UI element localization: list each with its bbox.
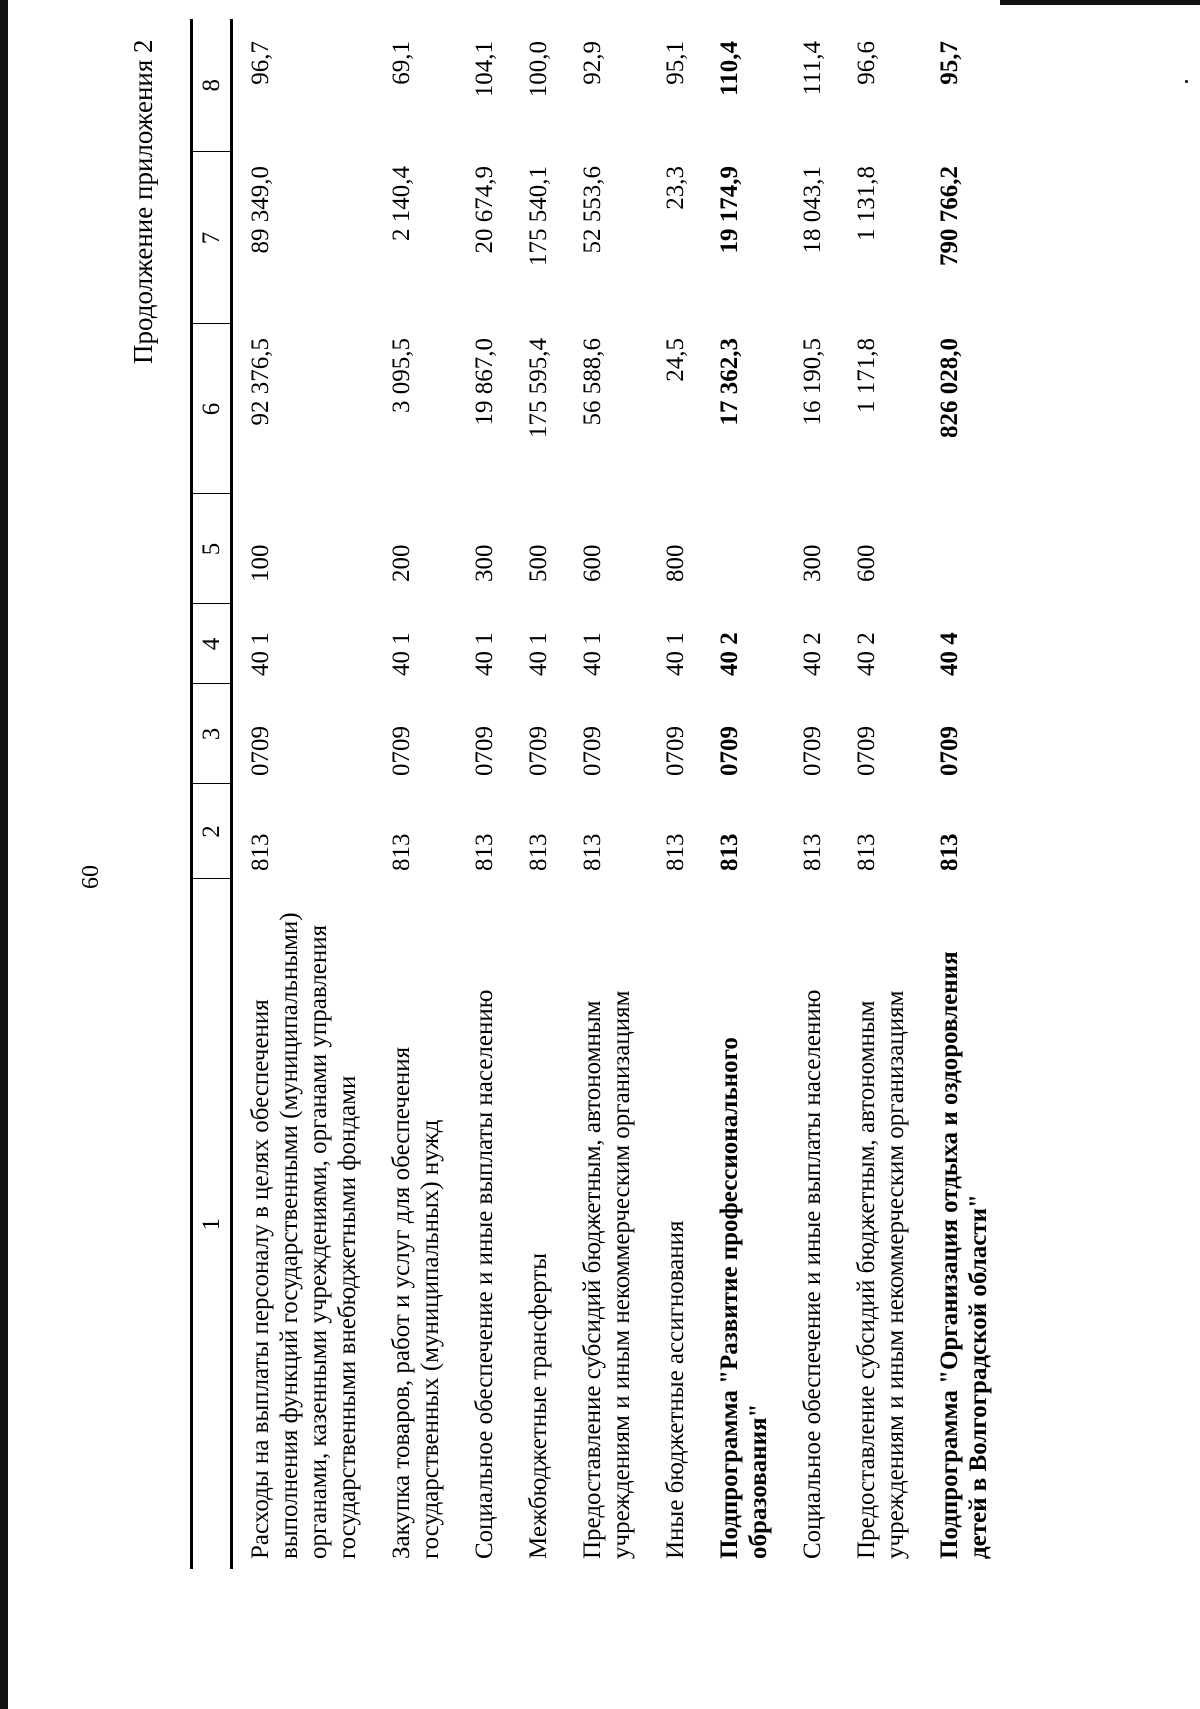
cell-planned: 56 588,6 — [579, 338, 606, 426]
cell-target-code: 40 1 — [388, 632, 415, 676]
cell-target-code: 40 1 — [247, 632, 274, 676]
cell-section-code: 0709 — [388, 726, 415, 776]
cell-target-code: 40 1 — [662, 632, 689, 676]
table-row — [374, 19, 457, 1569]
row-name: Подпрограмма "Организация отдыха и оздоровления детей в Волгоградской области" — [936, 951, 992, 1559]
cell-section-code: 0709 — [247, 726, 274, 776]
cell-planned: 19 867,0 — [471, 338, 498, 426]
col-header-7: 7 — [192, 152, 232, 324]
cell-percent: 100,0 — [525, 41, 552, 98]
cell-actual: 790 766,2 — [936, 166, 963, 266]
cell-planned: 17 362,3 — [716, 338, 743, 426]
cell-expense-type: 600 — [579, 544, 606, 582]
cell-actual: 20 674,9 — [471, 166, 498, 254]
table-row-subprogram — [702, 19, 785, 1569]
cell-target-code: 40 1 — [525, 632, 552, 676]
table-row — [785, 19, 839, 1569]
table-row — [511, 19, 565, 1569]
cell-expense-type: 300 — [471, 544, 498, 582]
row-name: Закупка товаров, работ и услуг для обеспечения государственных (муниципальных) нужд — [388, 1046, 444, 1559]
cell-actual: 89 349,0 — [247, 166, 274, 254]
row-name: Социальное обеспечение и иные выплаты населению — [471, 989, 498, 1559]
cell-planned: 24,5 — [662, 338, 689, 382]
cell-ministry-code: 813 — [247, 833, 274, 871]
page-number: 60 — [78, 865, 104, 889]
table-row — [648, 19, 702, 1569]
table-row — [839, 19, 922, 1569]
col-header-2: 2 — [192, 784, 232, 879]
col-header-3: 3 — [192, 684, 232, 784]
cell-target-code: 40 2 — [799, 632, 826, 676]
cell-percent: 95,1 — [662, 41, 689, 85]
col-header-5: 5 — [192, 494, 232, 604]
cell-ministry-code: 813 — [716, 833, 743, 871]
cell-percent: 92,9 — [579, 41, 606, 85]
cell-expense-type: 100 — [247, 544, 274, 582]
cell-expense-type — [702, 494, 785, 604]
row-name: Межбюджетные трансферты — [525, 1252, 552, 1559]
cell-section-code: 0709 — [525, 726, 552, 776]
cell-actual: 23,3 — [662, 166, 689, 210]
cell-ministry-code: 813 — [936, 833, 963, 871]
cell-expense-type — [922, 494, 1005, 604]
row-name: Подпрограмма "Развитие профессионального образования" — [716, 1037, 772, 1559]
cell-target-code: 40 2 — [716, 632, 743, 676]
cell-ministry-code: 813 — [662, 833, 689, 871]
cell-planned: 92 376,5 — [247, 338, 274, 426]
cell-ministry-code: 813 — [388, 833, 415, 871]
cell-planned: 16 190,5 — [799, 338, 826, 426]
budget-table — [190, 19, 1005, 1569]
cell-actual: 2 140,4 — [388, 166, 415, 241]
cell-ministry-code: 813 — [799, 833, 826, 871]
table-row-subprogram — [922, 19, 1005, 1569]
cell-expense-type: 300 — [799, 544, 826, 582]
cell-percent: 104,1 — [471, 41, 498, 98]
cell-section-code: 0709 — [799, 726, 826, 776]
cell-percent: 69,1 — [388, 41, 415, 85]
cell-expense-type: 800 — [662, 544, 689, 582]
row-name: Социальное обеспечение и иные выплаты населению — [799, 989, 826, 1559]
cell-section-code: 0709 — [716, 726, 743, 776]
cell-section-code: 0709 — [471, 726, 498, 776]
continuation-label: Продолжение приложения 2 — [128, 39, 158, 364]
header-row — [192, 19, 232, 1569]
cell-section-code: 0709 — [662, 726, 689, 776]
table-row — [232, 19, 375, 1569]
cell-actual: 52 553,6 — [579, 166, 606, 254]
cell-section-code: 0709 — [579, 726, 606, 776]
cell-planned: 1 171,8 — [853, 338, 880, 413]
cell-percent: 96,6 — [853, 41, 880, 85]
cell-percent: 96,7 — [247, 41, 274, 85]
cell-target-code: 40 1 — [579, 632, 606, 676]
cell-actual: 1 131,8 — [853, 166, 880, 241]
cell-percent: 95,7 — [936, 41, 963, 85]
col-header-4: 4 — [192, 604, 232, 684]
row-name: Предоставление субсидий бюджетным, автономным учреждениям и иным некоммерческим организациям — [853, 990, 909, 1559]
cell-expense-type: 200 — [388, 544, 415, 582]
cell-ministry-code: 813 — [853, 833, 880, 871]
cell-section-code: 0709 — [853, 726, 880, 776]
cell-ministry-code: 813 — [579, 833, 606, 871]
cell-target-code: 40 1 — [471, 632, 498, 676]
row-name: Расходы на выплаты персоналу в целях обеспечения выполнения функций государственными (муниципальными) органами, казенными учреждениями, органами управления государственными внебюджетными фондами — [247, 912, 361, 1559]
cell-percent: 110,4 — [716, 41, 743, 96]
cell-ministry-code: 813 — [471, 833, 498, 871]
cell-ministry-code: 813 — [525, 833, 552, 871]
cell-target-code: 40 4 — [936, 632, 963, 676]
cell-expense-type: 500 — [525, 544, 552, 582]
col-header-8: 8 — [192, 19, 232, 152]
col-header-1: 1 — [192, 879, 232, 1569]
cell-actual: 18 043,1 — [799, 166, 826, 254]
table-row — [565, 19, 648, 1569]
cell-expense-type: 600 — [853, 544, 880, 582]
cell-section-code: 0709 — [936, 726, 963, 776]
cell-target-code: 40 2 — [853, 632, 880, 676]
row-name: Предоставление субсидий бюджетным, автономным учреждениям и иным некоммерческим организациям — [579, 990, 635, 1559]
cell-actual: 175 540,1 — [525, 166, 552, 266]
cell-percent: 111,4 — [799, 41, 826, 96]
cell-planned: 826 028,0 — [936, 338, 963, 438]
cell-planned: 3 095,5 — [388, 338, 415, 413]
col-header-6: 6 — [192, 324, 232, 494]
row-name: Иные бюджетные ассигнования — [662, 1220, 689, 1559]
cell-planned: 175 595,4 — [525, 338, 552, 438]
cell-actual: 19 174,9 — [716, 166, 743, 254]
table-row — [457, 19, 511, 1569]
